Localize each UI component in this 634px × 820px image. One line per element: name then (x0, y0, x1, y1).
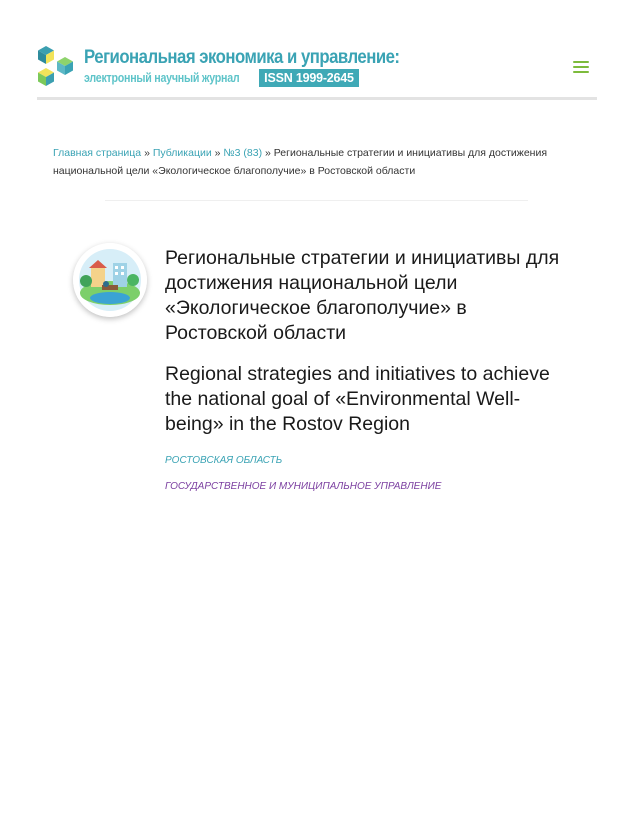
tag-rostov-region-link[interactable]: РОСТОВСКАЯ ОБЛАСТЬ (165, 455, 283, 466)
breadcrumb-separator: » (214, 147, 221, 159)
site-header (37, 40, 597, 98)
breadcrumb-publications-link[interactable]: Публикации (152, 147, 212, 159)
article-title-ru: Региональные стратегии и инициативы для достижения национальной цели «Экологическое благополучие» в Ростовской области (165, 247, 560, 344)
breadcrumb-issue-link[interactable]: №3 (83) (223, 147, 263, 159)
site-subtitle: электронный научный журнал (84, 70, 240, 85)
hamburger-menu-icon[interactable] (573, 61, 589, 75)
tag-public-administration-link[interactable]: ГОСУДАРСТВЕННОЕ И МУНИЦИПАЛЬНОЕ УПРАВЛЕНИЕ (165, 481, 442, 492)
breadcrumb-separator: » (144, 147, 150, 159)
breadcrumb-separator: » (265, 147, 271, 159)
issn-badge: ISSN 1999-2645 (259, 69, 359, 87)
content-divider (105, 200, 528, 201)
article-thumbnail-image[interactable] (73, 243, 147, 317)
breadcrumb (53, 144, 573, 180)
article-title-en: Regional strategies and initiatives to achieve the national goal of «Environmental Well-being» in the Rostov Region (165, 363, 550, 435)
site-title[interactable]: Региональная экономика и управление: (84, 46, 400, 68)
header-divider (37, 97, 597, 100)
logo-cubes-icon[interactable] (37, 46, 75, 88)
breadcrumb-current: Региональные стратегии и инициативы для достижения национальной цели «Экологическое благополучие» в Ростовской области (53, 147, 548, 177)
breadcrumb-home-link[interactable]: Главная страница (53, 147, 142, 159)
